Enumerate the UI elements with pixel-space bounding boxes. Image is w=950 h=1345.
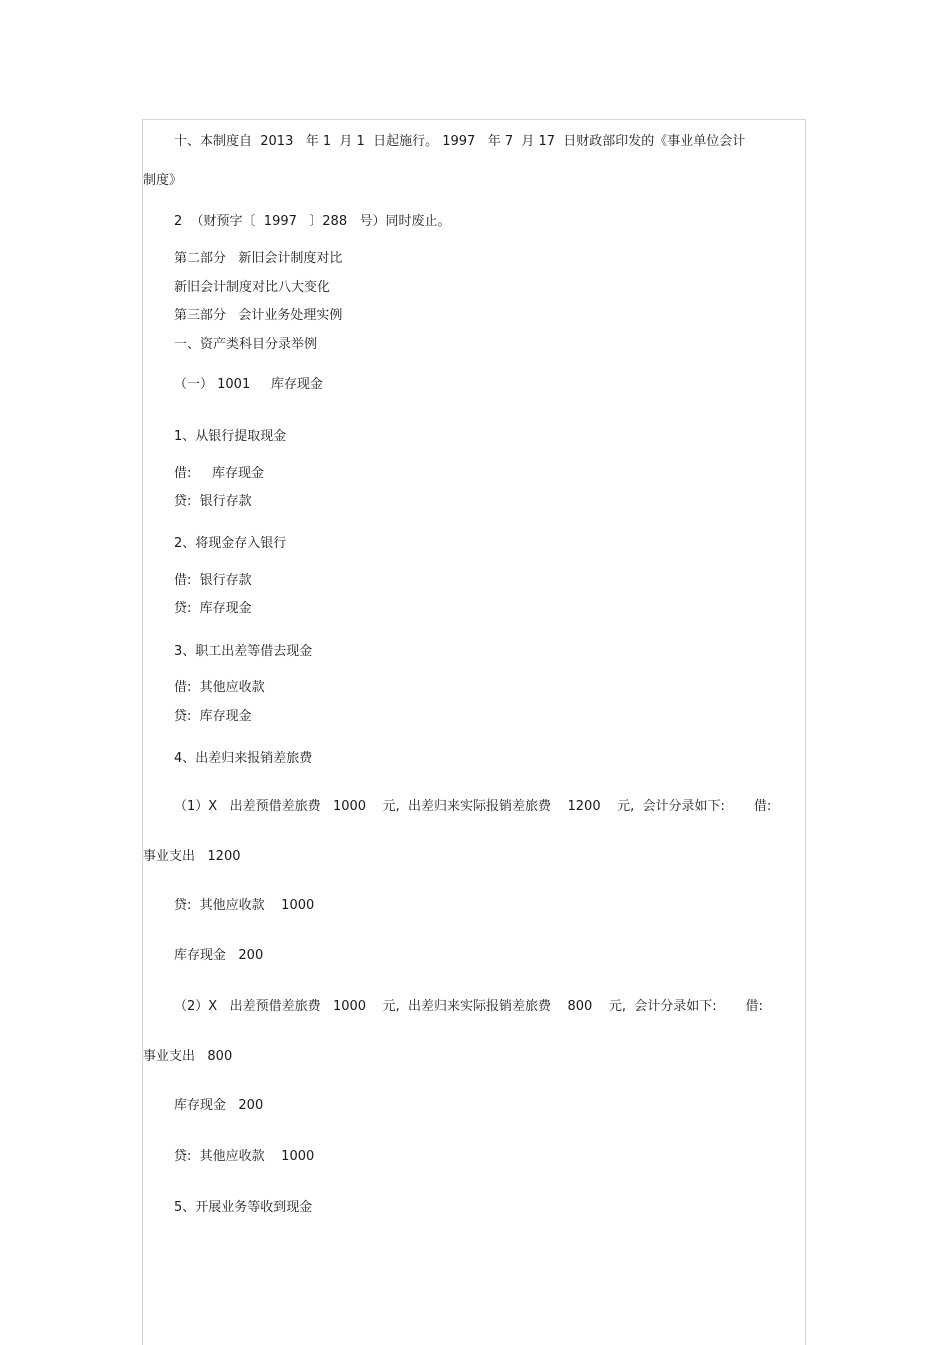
clause-ten-line-2: 制度》 xyxy=(143,173,183,188)
clause-ten-line-1: 十、本制度自 2013 年 1 月 1 日起施行。 1997 年 7 月 17 日财政部印发的《事业单位会计 xyxy=(174,134,746,149)
account-heading: （一） 1001 库存现金 xyxy=(174,377,323,392)
entry-debit: 借: 银行存款 xyxy=(174,573,252,588)
case-1-description: （1）X 出差预借差旅费 1000 元, 出差归来实际报销差旅费 1200 元, 会计分录如下: 借: xyxy=(174,799,772,814)
entry-credit: 贷: 库存现金 xyxy=(174,601,252,616)
item-heading-5: 5、开展业务等收到现金 xyxy=(174,1200,313,1215)
entry-debit: 借: 其他应收款 xyxy=(174,680,265,695)
case-2-debit: 事业支出 800 xyxy=(143,1049,233,1064)
case-1-credit: 贷: 其他应收款 1000 xyxy=(174,898,315,913)
entry-credit: 贷: 银行存款 xyxy=(174,494,252,509)
section-subheading: 新旧会计制度对比八大变化 xyxy=(174,280,331,295)
clause-ten-line-3: 2 （财预字〔 1997 〕288 号）同时废止。 xyxy=(174,214,451,229)
section-heading-part-three: 第三部分 会计业务处理实例 xyxy=(174,308,343,323)
entry-debit: 借: 库存现金 xyxy=(174,466,265,481)
case-1-debit: 事业支出 1200 xyxy=(143,849,241,864)
case-2-credit: 贷: 其他应收款 1000 xyxy=(174,1149,315,1164)
item-heading-4: 4、出差归来报销差旅费 xyxy=(174,751,313,766)
item-heading-2: 2、将现金存入银行 xyxy=(174,536,287,551)
case-2-debit-cash: 库存现金 200 xyxy=(174,1098,264,1113)
item-heading-1: 1、从银行提取现金 xyxy=(174,429,287,444)
section-heading-part-two: 第二部分 新旧会计制度对比 xyxy=(174,251,343,266)
subsection-heading: 一、资产类科目分录举例 xyxy=(174,337,318,352)
entry-credit: 贷: 库存现金 xyxy=(174,709,252,724)
case-1-credit-cash: 库存现金 200 xyxy=(174,948,264,963)
case-2-description: （2）X 出差预借差旅费 1000 元, 出差归来实际报销差旅费 800 元, 会计分录如下: 借: xyxy=(174,999,763,1014)
item-heading-3: 3、职工出差等借去现金 xyxy=(174,644,313,659)
